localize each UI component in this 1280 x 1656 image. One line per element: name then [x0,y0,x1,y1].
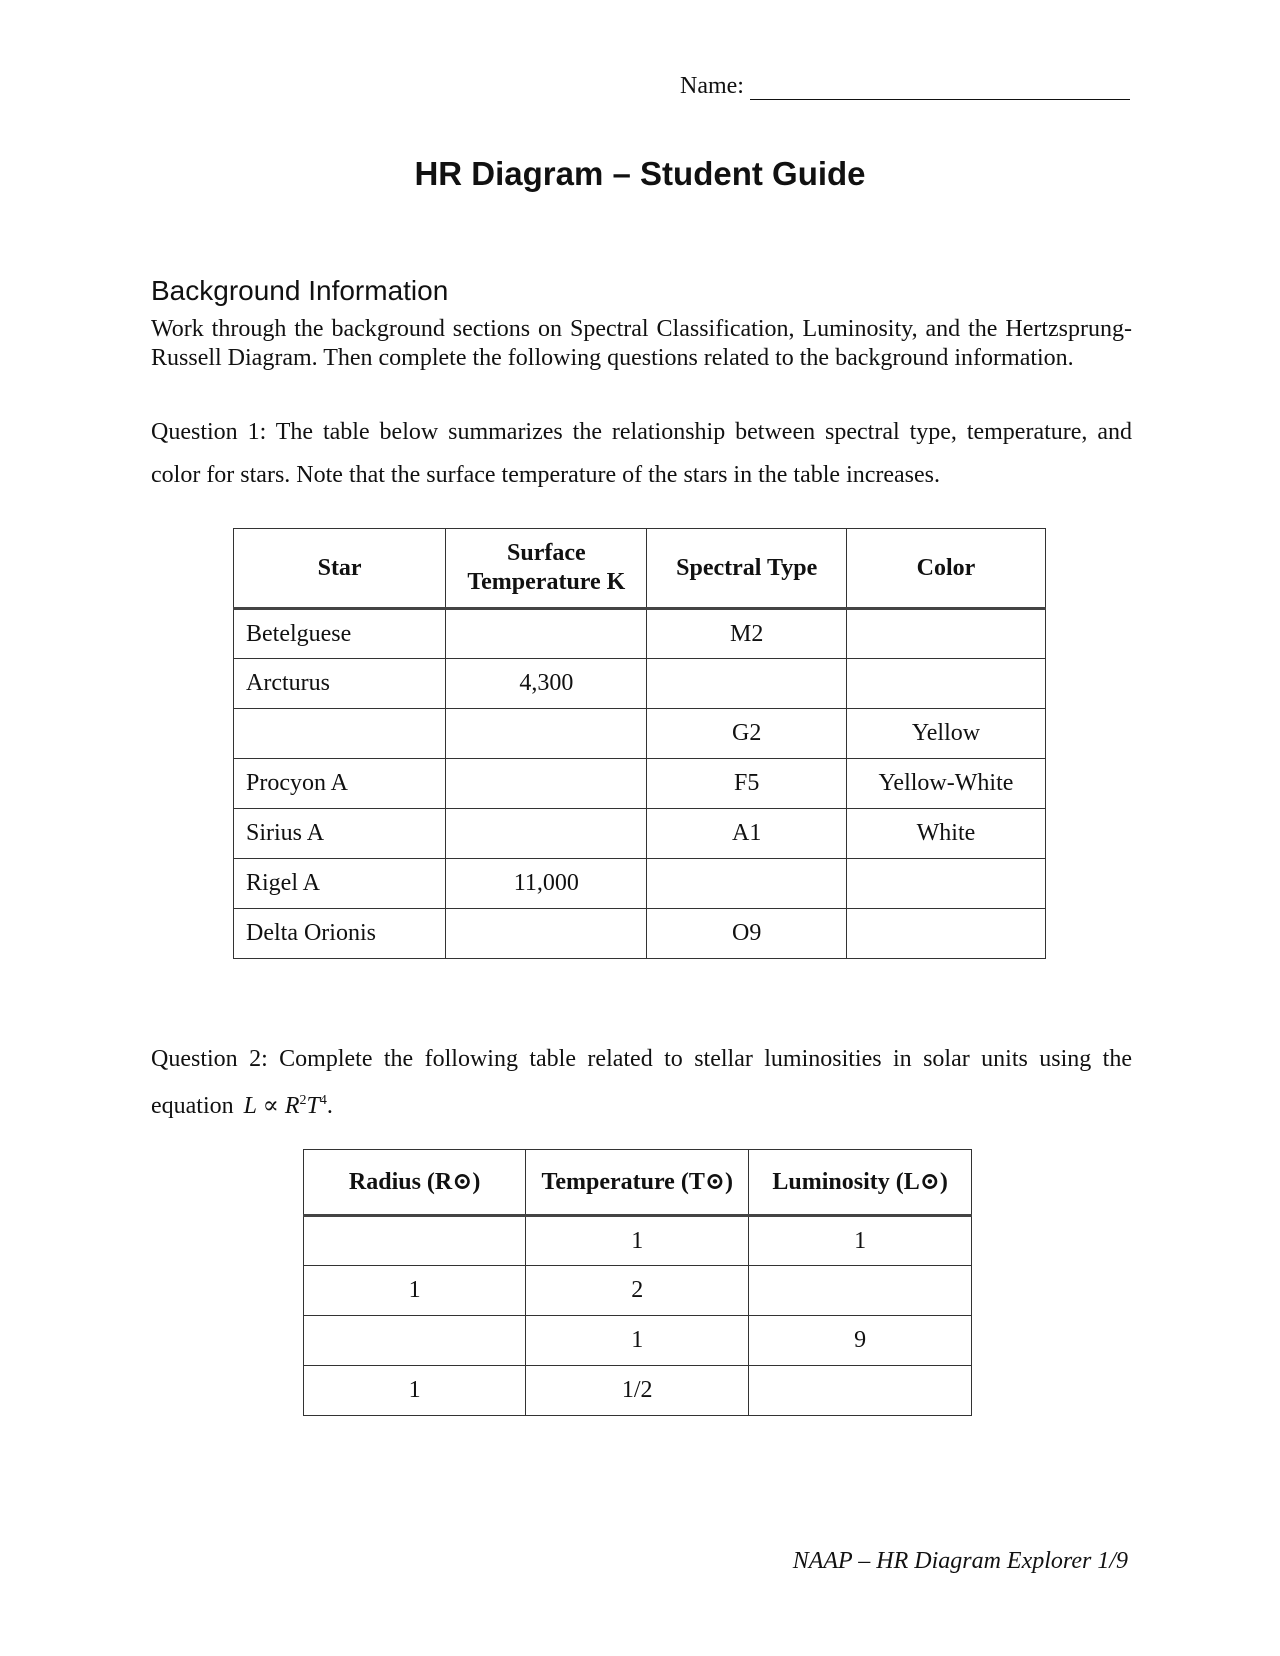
equation-period: . [326,1093,333,1119]
cell-temperature: 1 [526,1216,749,1266]
question-2-body: Question 2: Complete the following table related to stellar luminosities in solar units using the equation [151,1046,1132,1119]
cell-temperature: 4,300 [446,659,647,709]
table-row [234,709,1046,759]
cell-temperature: 11,000 [446,859,647,909]
equation-temperature: T [306,1093,320,1119]
cell-radius: 1 [304,1266,526,1316]
cell-spectral-type: O9 [647,909,846,959]
equation-radius: R [284,1093,300,1119]
header-surface-line2: Temperature K [467,569,626,595]
cell-radius [304,1216,526,1266]
table-row [304,1266,972,1316]
cell-star: Sirius A [234,809,446,859]
cell-star: Arcturus [234,659,446,709]
cell-temperature [446,609,647,659]
cell-spectral-type: A1 [647,809,846,859]
cell-star: Procyon A [234,759,446,809]
cell-luminosity: 1 [749,1216,972,1266]
page-footer: NAAP – HR Diagram Explorer 1/9 [792,1548,1128,1574]
star-table-header-row [234,529,1046,609]
table-row [234,809,1046,859]
header-color: Color [846,529,1045,609]
intro-paragraph: Work through the background sections on Spectral Classification, Luminosity, and the Hertzsprung-Russell Diagram. Then complete the following questions related to the background information. [151,316,1132,371]
name-blank-line [750,73,1130,100]
cell-color: Yellow [846,709,1045,759]
header-temperature: Temperature (T⊙) [526,1150,749,1216]
page-title: HR Diagram – Student Guide [414,155,866,192]
header-spectral-type: Spectral Type [647,529,846,609]
header-star: Star [234,529,446,609]
cell-color [846,909,1045,959]
equation-lhs: L [243,1093,257,1119]
luminosity-table-header-row [304,1150,972,1216]
cell-spectral-type [647,659,846,709]
header-luminosity: Luminosity (L⊙) [749,1150,972,1216]
cell-color [846,659,1045,709]
table-row [234,659,1046,709]
cell-color [846,609,1045,659]
luminosity-table [303,1149,972,1416]
cell-star: Betelguese [234,609,446,659]
equation-radius-exponent: 2 [299,1093,307,1108]
cell-radius: 1 [304,1366,526,1416]
cell-luminosity [749,1266,972,1316]
cell-spectral-type: G2 [647,709,846,759]
equation-proportional-symbol: ∝ [262,1093,279,1119]
table-row [304,1316,972,1366]
section-heading-background: Background Information [151,275,449,306]
table-row [234,609,1046,659]
cell-star [234,709,446,759]
name-label: Name: [680,73,744,99]
cell-color [846,859,1045,909]
cell-luminosity [749,1366,972,1416]
cell-temperature: 2 [526,1266,749,1316]
cell-temperature: 1 [526,1316,749,1366]
luminosity-equation [244,1093,327,1119]
cell-radius [304,1316,526,1366]
cell-temperature [446,909,647,959]
cell-temperature [446,809,647,859]
question-2-text [151,1036,1132,1130]
cell-spectral-type: F5 [647,759,846,809]
cell-temperature: 1/2 [526,1366,749,1416]
cell-star: Rigel A [234,859,446,909]
header-radius: Radius (R⊙) [304,1150,526,1216]
name-field [680,72,1128,100]
table-row [304,1216,972,1266]
star-table [233,528,1046,959]
cell-temperature [446,709,647,759]
header-surface-temperature [446,529,647,609]
table-row [234,759,1046,809]
cell-color: Yellow-White [846,759,1045,809]
cell-temperature [446,759,647,809]
table-row [304,1366,972,1416]
cell-color: White [846,809,1045,859]
cell-star: Delta Orionis [234,909,446,959]
header-surface-line1: Surface [507,540,586,566]
cell-spectral-type: M2 [647,609,846,659]
equation-temperature-exponent: 4 [319,1093,327,1108]
cell-luminosity: 9 [749,1316,972,1366]
table-row [234,909,1046,959]
question-1-text: Question 1: The table below summarizes the relationship between spectral type, temperature, and color for stars. Note that the surface temperature of the stars in the table increases. [151,419,1132,488]
cell-spectral-type [647,859,846,909]
table-row [234,859,1046,909]
